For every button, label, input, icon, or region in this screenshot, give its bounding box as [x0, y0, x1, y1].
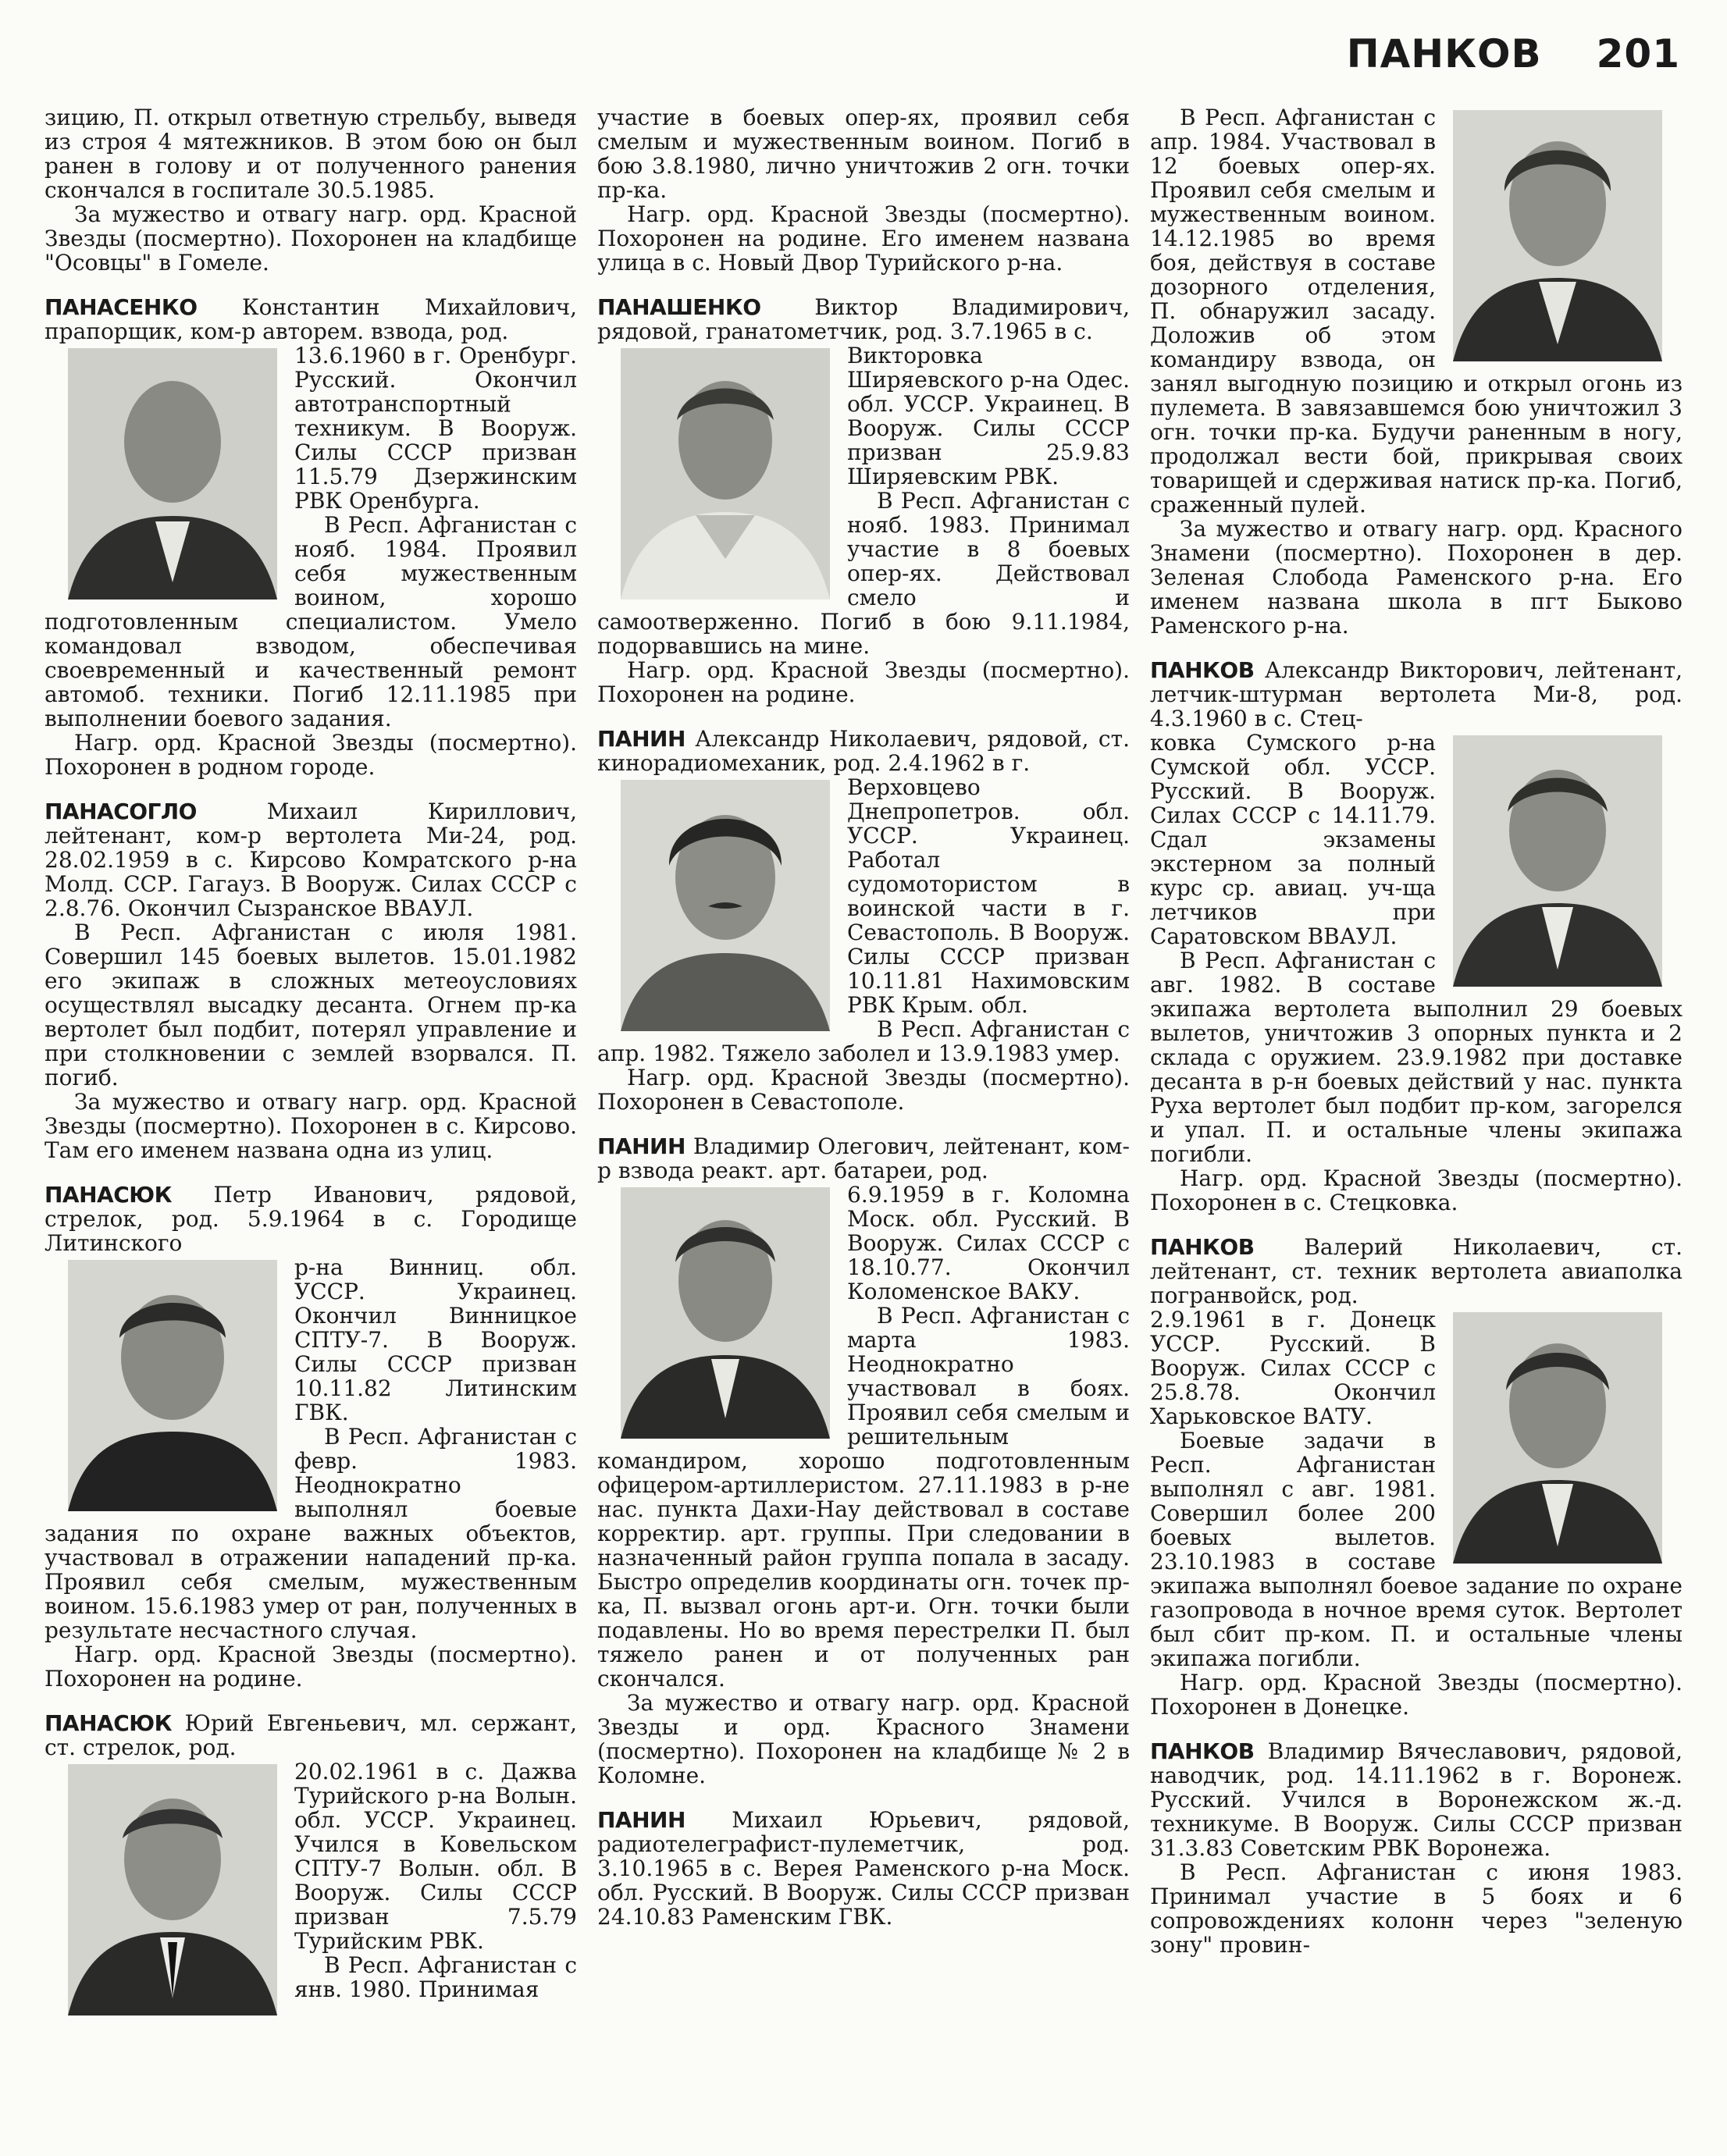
entry-paragraph: За мужество и отвагу нагр. орд. Красной Звезды и орд. Красного Знамени (посмертно). Похоронен на кладбище № 2 в Коломне. [597, 1690, 1130, 1788]
portrait-photo [621, 780, 830, 1031]
entry-paragraph: 20.02.1961 в с. Дажва Турийского р-на Волын. обл. УССР. Украинец. Учился в Ковельском СПТУ-7 Волын. обл. В Вооруж. Силы СССР призван 7.5.79 Турийским РВК. [294, 1759, 577, 1954]
portrait-silhouette [1453, 110, 1662, 361]
entry-paragraph: В Респ. Афганистан с апр. 1982. Тяжело заболел и 13.9.1983 умер. [597, 1016, 1130, 1066]
column-1 [45, 105, 577, 2039]
entry-name: ПАНАСОГЛО [45, 799, 197, 824]
running-header [1347, 31, 1680, 76]
entry-name: ПАНКОВ [1150, 657, 1255, 683]
entry-paragraph: 6.9.1959 в г. Коломна Моск. обл. Русский. В Вооруж. Силах СССР с 18.10.77. Окончил Коломенское ВАКУ. [847, 1182, 1130, 1304]
entry-panashenko [597, 295, 1130, 706]
portrait-silhouette [68, 1764, 277, 2015]
entry-panin-mikhail [597, 1808, 1130, 1929]
entry-intro: Петр Иванович, рядовой, стрелок, род. 5.9.1964 в с. Городище Литинского [45, 1182, 577, 1256]
portrait-silhouette [621, 348, 830, 599]
portrait-silhouette [1453, 1312, 1662, 1564]
entry-panasenko [45, 295, 577, 779]
entry-paragraph: В Респ. Афганистан с янв. 1980. Принимая [294, 1952, 577, 2002]
entry-pankov-vladimir [1150, 1739, 1682, 1957]
entry-paragraph: В Респ. Афганистан с февр. 1983. Неоднократно выполнял боевые задания по охране важных объектов, участвовал в отражении нападений пр-ка. Проявил себя смелым, мужественным воином. 15.6.1983 умер от ран, полученных в результате несчастного случая. [45, 1424, 577, 1643]
entry-pankov-valery [1150, 1235, 1682, 1719]
portrait-photo [68, 1764, 277, 2015]
portrait-photo [1453, 110, 1662, 361]
entry-paragraph: Нагр. орд. Красной Звезды (посмертно). Похоронен на родине. [597, 657, 1130, 707]
portrait-photo [621, 348, 830, 599]
entry-intro: Владимир Олегович, лейтенант, ком-р взвода реакт. арт. батареи, род. [597, 1133, 1130, 1183]
entry-pankov-alexandr [1150, 658, 1682, 1215]
entry-paragraph: За мужество и отвагу нагр. орд. Красной Звезды (посмертно). Похоронен на кладбище "Осовцы" в Гомеле. [45, 201, 577, 276]
entry-paragraph: ковка Сумского р-на Сумской обл. УССР. Русский. В Вооруж. Силах СССР с 14.11.79. Сдал экзамены экстерном за полный курс ср. авиац. уч-ща летчиков при Саратовском ВВАУЛ. [1150, 730, 1436, 949]
portrait-silhouette [621, 1187, 830, 1439]
entry-paragraph: Верховцево Днепропетров. обл. УССР. Украинец. Работал судомотористом в воинской части в г. Севастополь. В Вооруж. Силы СССР призван 10.11.81 Нахимовским РВК Крым. обл. [847, 774, 1130, 1018]
entry-paragraph: В Респ. Афганистан с июня 1983. Принимал участие в 5 боях и 6 сопровождениях колонн через "зеленую зону" провин- [1150, 1859, 1682, 1958]
entry-paragraph: За мужество и отвагу нагр. орд. Красного Знамени (посмертно). Похоронен в дер. Зеленая Слобода Раменского р-на. Его именем названа школа в пгт Быково Раменского р-на. [1150, 516, 1682, 639]
entry-paragraph: В Респ. Афганистан с нояб. 1983. Принимал участие в 8 боевых опер-ях. Действовал смело и самоотверженно. Погиб в бою 9.11.1984, подорвавшись на мине. [597, 488, 1130, 659]
entry-name: ПАНАСЮК [45, 1710, 173, 1736]
portrait-silhouette [68, 348, 277, 599]
entry-paragraph: В Респ. Афганистан с нояб. 1984. Проявил себя мужественным воином, хорошо подготовленным специалистом. Умело командовал взводом, обеспечивая своевременный и качественный ремонт автомоб. техники. Погиб 12.11.1985 при выполнении боевого задания. [45, 512, 577, 731]
column-3 [1150, 105, 1682, 1977]
entry-paragraph: В Респ. Афганистан с марта 1983. Неоднократно участвовал в боях. Проявил себя смелым и решительным командиром, хорошо подготовленным офицером-артиллеристом. 27.11.1983 в р-не нас. пункта Дахи-Нау действовал в составе корректир. арт. группы. При следовании в назначенный район группа попала в засаду. Быстро определив координаты огн. точек пр-ка, П. вызвал огонь арт-и. Огн. точки были подавлены. Но во время перестрелки П. был тяжело ранен и от полученных ран скончался. [597, 1303, 1130, 1692]
entry-name: ПАНКОВ [1150, 1234, 1255, 1260]
entry-name: ПАНИН [597, 1807, 685, 1833]
entry-name: ПАНИН [597, 1133, 685, 1159]
entry-paragraph: р-на Винниц. обл. УССР. Украинец. Окончил Винницкое СПТУ-7. В Вооруж. Силы СССР призван 10.11.82 Литинским ГВК. [294, 1254, 577, 1425]
entry-name: ПАНАСЮК [45, 1182, 173, 1208]
entry-paragraph: участие в боевых опер-ях, проявил себя смелым и мужественным воином. Погиб в бою 3.8.1980, лично уничтожив 2 огн. точки пр-ка. [597, 105, 1130, 203]
entry-intro: Михаил Юрьевич, рядовой, радиотелеграфист-пулеметчик, род. 3.10.1965 в с. Верея Раменского р-на Моск. обл. Русский. В Вооруж. Силы СССР призван 24.10.83 Раменским ГВК. [597, 1807, 1130, 1930]
entry-name: ПАНАШЕНКО [597, 294, 761, 320]
entry-intro: Михаил Кириллович, лейтенант, ком-р вертолета Ми-24, род. 28.02.1959 в с. Кирсово Комратского р-на Молд. ССР. Гагауз. В Вооруж. Силах СССР с 2.8.76. Окончил Сызранское ВВАУЛ. [45, 799, 578, 921]
column-2 [597, 105, 1130, 1949]
entry-paragraph: Боевые задачи в Респ. Афганистан выполнял с авг. 1981. Совершил более 200 боевых вылетов. 23.10.1983 в составе экипажа выполнял боевое задание по охране газопровода в ночное время суток. Вертолет был сбит пр-ком. П. и остальные члены экипажа погибли. [1150, 1428, 1682, 1671]
entry-panin-alexandr [597, 727, 1130, 1114]
portrait-photo [621, 1187, 830, 1439]
entry-paragraph: зицию, П. открыл ответную стрельбу, выведя из строя 4 мятежников. В этом бою он был ранен в голову и от полученного ранения скончался в госпитале 30.5.1985. [45, 105, 577, 203]
entry-paragraph: Нагр. орд. Красной Звезды (посмертно). Похоронен в Донецке. [1150, 1670, 1682, 1720]
entry-paragraph: 2.9.1961 в г. Донецк УССР. Русский. В Вооруж. Силах СССР с 25.8.78. Окончил Харьковское ВАТУ. [1150, 1307, 1436, 1429]
entry-paragraph: В Респ. Афганистан с апр. 1984. Участвовал в 12 боевых опер-ях. Проявил себя смелым и мужественным воином. 14.12.1985 во время боя, действуя в составе дозорного отделения, П. обнаружил засаду. Доложив об этом командиру взвода, он занял выгодную позицию и открыл огонь из пулемета. В завязавшемся бою уничтожил 3 огн. точки пр-ка. Будучи раненным в ногу, продолжал вести бой, прикрывая своих товарищей и сдерживая натиск пр-ка. Погиб, сраженный пулей. [1150, 105, 1682, 518]
entry-intro: Юрий Евгеньевич, мл. сержант, ст. стрелок, род. [45, 1710, 577, 1760]
portrait-photo [68, 348, 277, 599]
entry-continuation [45, 105, 577, 275]
entry-panasyuk-petr [45, 1183, 577, 1691]
entry-intro: Владимир Вячеславович, рядовой, наводчик, род. 14.11.1962 в г. Воронеж. Русский. Учился в Воронежском ж.-д. техникуме. В Вооруж. Силы СССР призван 31.3.83 Советским РВК Воронежа. [1150, 1738, 1682, 1861]
portrait-photo [68, 1260, 277, 1511]
entry-paragraph: Нагр. орд. Красной Звезды (посмертно). Похоронен на родине. Его именем названа улица в с. Новый Двор Турийского р-на. [597, 201, 1130, 276]
entry-continuation [597, 105, 1130, 275]
entry-paragraph: Нагр. орд. Красной Звезды (посмертно). Похоронен в Севастополе. [597, 1065, 1130, 1115]
entry-intro: Александр Николаевич, рядовой, ст. кинорадиомеханик, род. 2.4.1962 в г. [597, 726, 1130, 776]
entry-paragraph: Нагр. орд. Красной Звезды (посмертно). Похоронен в с. Стецковка. [1150, 1165, 1682, 1215]
entry-intro: Виктор Владимирович, рядовой, гранатометчик, род. 3.7.1965 в с. [597, 294, 1130, 344]
entry-name: ПАНИН [597, 726, 685, 752]
entry-paragraph: 13.6.1960 в г. Оренбург. Русский. Окончил автотранспортный техникум. В Вооруж. Силы СССР призван 11.5.79 Дзержинским РВК Оренбурга. [294, 343, 577, 514]
entry-panasoglo [45, 799, 577, 1162]
entry-intro: Александр Викторович, лейтенант, летчик-штурман вертолета Ми-8, род. 4.3.1960 в с. Стец- [1150, 657, 1682, 731]
header-surname: ПАНКОВ [1346, 31, 1542, 76]
page-number: 201 [1596, 31, 1680, 76]
portrait-photo [1453, 1312, 1662, 1564]
portrait-photo [1453, 735, 1662, 987]
entry-paragraph: За мужество и отвагу нагр. орд. Красной Звезды (посмертно). Похоронен в с. Кирсово. Там его именем названа одна из улиц. [45, 1089, 577, 1163]
entry-paragraph: Нагр. орд. Красной Звезды (посмертно). Похоронен в родном городе. [45, 730, 577, 780]
portrait-silhouette [621, 780, 830, 1031]
entry-paragraph: Нагр. орд. Красной Звезды (посмертно). Похоронен на родине. [45, 1642, 577, 1692]
portrait-silhouette [68, 1260, 277, 1511]
portrait-silhouette [1453, 735, 1662, 987]
entry-name: ПАНАСЕНКО [45, 294, 198, 320]
entry-intro: Константин Михайлович, прапорщик, ком-р авторем. взвода, род. [45, 294, 577, 344]
entry-paragraph: Викторовка Ширяевского р-на Одес. обл. УССР. Украинец. В Вооруж. Силы СССР призван 25.9.83 Ширяевским РВК. [847, 343, 1130, 489]
entry-panasyuk-yuri [45, 1711, 577, 2019]
entry-continuation [1150, 105, 1682, 638]
entry-paragraph: В Респ. Афганистан с авг. 1982. В составе экипажа вертолета выполнил 29 боевых вылетов, уничтожив 3 опорных пункта и 2 склада с оружием. 23.9.1982 при доставке десанта в р-н боевых действий у нас. пункта Руха вертолет был подбит пр-ком, загорелся и упал. П. и остальные члены экипажа погибли. [1150, 948, 1682, 1167]
entry-paragraph: В Респ. Афганистан с июля 1981. Совершил 145 боевых вылетов. 15.01.1982 его экипаж в сложных метеоусловиях осуществлял высадку десанта. Огнем пр-ка вертолет был подбит, потерял управление и при столкновении с землей взорвался. П. погиб. [45, 920, 577, 1090]
entry-panin-vladimir [597, 1134, 1130, 1788]
entry-intro: Валерий Николаевич, ст. лейтенант, ст. техник вертолета авиаполка погранвойск, род. [1150, 1234, 1682, 1308]
entry-name: ПАНКОВ [1150, 1738, 1255, 1764]
